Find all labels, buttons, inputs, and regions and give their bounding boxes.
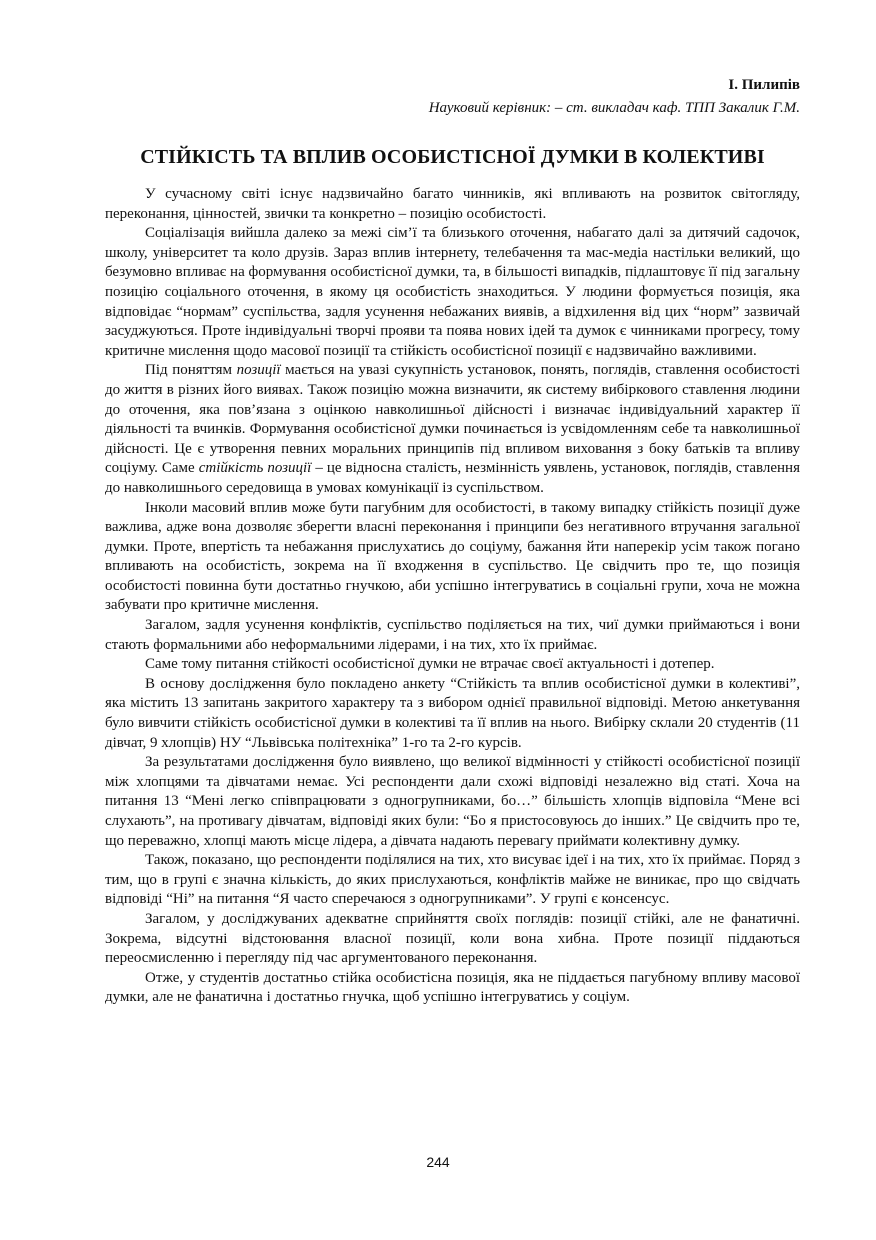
- author-name: І. Пилипів: [728, 77, 800, 93]
- paragraph-5: Загалом, задля усунення конфліктів, суспільство поділяється на тих, чиї думки приймаються і вони стають формальними або неформальними лідерами, і на тих, хто їх приймає.: [105, 617, 800, 653]
- paragraph-6: Саме тому питання стійкості особистісної думки не втрачає своєї актуальності і дотепер.: [145, 656, 715, 673]
- paragraph-4: Інколи масовий вплив може бути пагубним для особистості, в такому випадку стійкість позиції дуже важлива, адже вона дозволяє зберегти власні переконання і принципи без негативного втручання загальної думки. Проте, впертість та небажання прислухатись до соціуму, бажання йти наперекір усім також погано впливають на особистість, зокрема на її входження в суспільство. Це свідчить про те, що позиція особистості повинна бути достатньо гнучкою, аби успішно інтегруватись в соціальні групи, хоча не можна забувати про критичне мислення.: [105, 499, 800, 614]
- paragraph-10: Загалом, у досліджуваних адекватне сприйняття своїх поглядів: позиції стійкі, але не фанатичні. Зокрема, відсутні відстоювання власної позиції, коли вона хибна. Проте позиції піддаються переосмисленню і перегляду під час аргументованого переконання.: [105, 910, 800, 967]
- paragraph-11: Отже, у студентів достатньо стійка особистісна позиція, яка не піддається пагубному впливу масової думки, але не фанатична і достатньо гнучка, щоб успішно інтегруватись у соціум.: [105, 969, 800, 1006]
- paragraph-7: В основу дослідження було покладено анкету “Стійкість та вплив особистісної думки в колективі”, яка містить 13 запитань закритого характеру та з вибором однієї правильної відповіді. Метою анкетування було вивчити стійкість особистісної думки в колективі та її вплив на нього. Вибірку склали 20 студентів (11 дівчат, 9 хлопців) НУ “Львівська політехніка” 1-го та 2-го курсів.: [105, 675, 800, 751]
- paragraph-3-text-e: – це відносна сталість, незмінність уявлень, установок, поглядів, ставлення до навколишнього середовища в умовах комунікації із суспільством.: [105, 460, 800, 496]
- paragraph-2: Соціалізація вийшла далеко за межі сім’ї та близького оточення, набагато далі за дитячий садочок, школу, університет та коло друзів. Зараз вплив інтернету, телебачення та мас-медіа настільки великий, що безумовно впливає на формування особистісної думки, та, в більшості випадків, підлаштовує її під загальну позицію соціального оточення, в якому ця особистість знаходиться. У людини формується позиція, яка відповідає “нормам” суспільства, задля усунення небажаних виявів, а відхилення від цих “норм” зазвичай засуджуються. Проте індивідуальні творчі прояви та поява нових ідей та думок є чинниками прогресу, тому критичне мислення щодо масової позиції та стійкість особистісної позиції є надзвичайно важливими.: [105, 225, 800, 359]
- paragraph-3: [105, 361, 800, 498]
- term-position: позиції: [236, 362, 281, 379]
- paragraph-9: Також, показано, що респонденти поділялися на тих, хто висуває ідеї і на тих, хто їх приймає. Поряд з тим, що в групі є значна кількість, до яких прислухаються, конфліктів майже не виникає, про що свідчать відповіді “Ні” на питання “Я часто сперечаюся з одногрупниками”. У групі є консенсус.: [105, 852, 800, 908]
- paragraph-3-text-c: мається на увазі сукупність установок, понять, поглядів, ставлення особистості до життя в різних його виявах. Також позицію можна визначити, як систему вибіркового ставлення людини до оточення, яка пов’язана з оцінкою навколишньої дійсності і визначає індивідуальний характер її діяльності та вчинків. Формування особистісної думки починається із усвідомленням себе та навколишньої дійсності. Це є утворення певних моральних принципів під впливом виховання з боку батьків та впливу соціуму. Саме: [105, 362, 801, 477]
- page-number: 244: [426, 1154, 450, 1170]
- article-title: СТІЙКІСТЬ ТА ВПЛИВ ОСОБИСТІСНОЇ ДУМКИ В КОЛЕКТИВІ: [140, 146, 765, 168]
- paragraph-1: У сучасному світі існує надзвичайно багато чинників, які впливають на розвиток світогляду, переконання, цінностей, звички та конкретно – позицію особистості.: [105, 186, 800, 222]
- advisor-line: Науковий керівник: – ст. викладач каф. ТПП Закалик Г.М.: [428, 100, 800, 116]
- paragraph-8: За результатами дослідження було виявлено, що великої відмінності у стійкості особистісної позиції між хлопцями та дівчатами немає. Усі респонденти дали схожі відповіді незалежно від статі. Хоча на питання 13 “Мені легко співпрацювати з одногрупниками, бо…” більшість хлопців відповіла “Мене всі слухають”, на противагу дівчатам, відповіді яких були: “Бо я пристосовуюсь до інших.” Це свідчить про те, що переважно, хлопці мають місце лідера, а дівчата надають перевагу приймати колективну думку.: [105, 754, 800, 849]
- paragraph-3-text-a: Під поняттям: [145, 362, 237, 379]
- term-position-stability: стійкість позиції: [198, 460, 312, 477]
- article-body: [105, 185, 800, 1008]
